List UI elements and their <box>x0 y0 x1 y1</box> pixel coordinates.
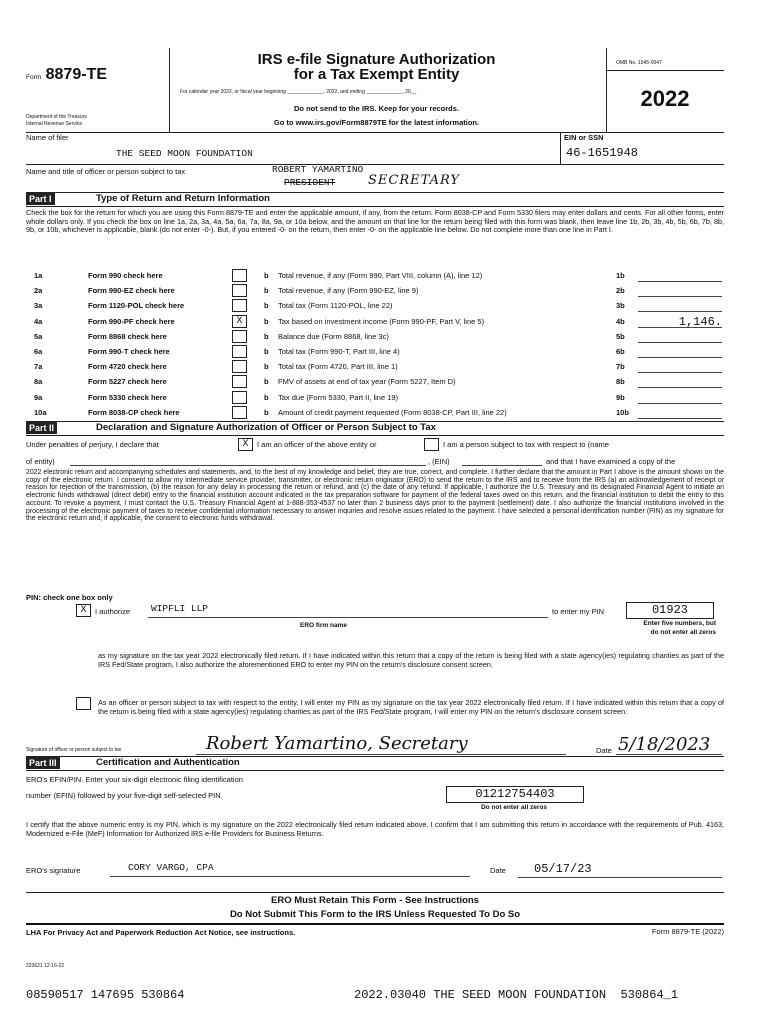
amount-line-number: 8b <box>616 377 625 387</box>
part2-tag: Part II <box>26 422 57 434</box>
officer-checkbox[interactable]: X <box>238 438 253 451</box>
form-title: IRS e-file Signature Authorization for a Tax Exempt Entity <box>257 51 496 83</box>
officer-checkbox-label: I am an officer of the above entity or <box>257 440 377 449</box>
amount-underline <box>638 342 722 343</box>
ero-signature-label: ERO's signature <box>26 866 81 875</box>
signature-date: 5/18/2023 <box>618 734 711 755</box>
signature-label: Signature of officer or person subject to tax <box>26 747 122 753</box>
officer-title-handwritten: SECRETARY <box>368 173 460 188</box>
form-checkbox[interactable] <box>232 330 247 343</box>
part1-title: Type of Return and Return Information <box>96 193 270 204</box>
self-enter-paragraph: As an officer or person subject to tax with respect to the entity, I will enter my PIN as my signature on the tax year 2022 electronically filed return. If I have indicated within this return that a copy of the return is being filed with a state agency(ies) regulating charities as part of the IRS Fed/State program, I will enter my PIN on the return's disclosure consent screen. <box>98 698 724 716</box>
notice-1: Do not send to the IRS. Keep for your records. <box>293 104 460 113</box>
year-line: For calendar year 2022, or fiscal year beginning _____________, 2022, and ending _____________, 20__ <box>180 89 417 95</box>
tax-year: 2022 <box>640 86 690 111</box>
amount-underline <box>638 296 722 297</box>
amount-line-number: 2b <box>616 286 625 296</box>
filer-name: THE SEED MOON FOUNDATION <box>116 148 253 159</box>
line-description: Total tax (Form 990-T, Part III, line 4) <box>278 347 400 356</box>
line-number: 5a <box>34 331 43 341</box>
form-check-label: Form 5330 check here <box>88 392 167 402</box>
form-check-label: Form 8038-CP check here <box>88 407 180 417</box>
officer-signature: Robert Yamartino, Secretary <box>206 733 468 754</box>
bottom-left-id: 08590517 147695 530864 <box>26 988 185 1002</box>
amount-line-number: 10b <box>616 407 629 417</box>
do-not-enter-zeros: do not enter all zeros <box>650 629 716 636</box>
part1-tag: Part I <box>26 193 55 205</box>
line-number: 6a <box>34 347 43 356</box>
ero-date-label: Date <box>490 866 506 875</box>
form-checkbox[interactable] <box>232 345 247 358</box>
amount-underline <box>638 372 722 373</box>
efin-label-2: number (EFIN) followed by your five-digit self-selected PIN. <box>26 791 223 800</box>
form-check-label: Form 4720 check here <box>88 362 167 372</box>
line-b-letter: b <box>264 407 269 417</box>
ero-signature: CORY VARGO, CPA <box>128 862 214 873</box>
officer-title-struck: PRESIDENT <box>284 177 336 188</box>
line-b-letter: b <box>264 286 269 296</box>
efin-label-1: ERO's EFIN/PIN. Enter your six-digit electronic filing identification <box>26 775 243 784</box>
line-b-letter: b <box>264 316 269 326</box>
form-checkbox[interactable] <box>232 360 247 373</box>
irs-label: Internal Revenue Service <box>26 121 83 127</box>
amount-underline <box>638 357 722 358</box>
amount-underline <box>638 403 722 404</box>
amount-line-number: 1b <box>616 271 625 280</box>
ero-firm-name-label: ERO firm name <box>300 622 347 629</box>
enter-pin-label: to enter my PIN <box>552 607 605 616</box>
ero-firm-name: WIPFLI LLP <box>151 603 209 614</box>
amount-line-number: 5b <box>616 331 625 341</box>
form-check-label: Form 990-T check here <box>88 347 170 356</box>
form-checkbox[interactable] <box>232 375 247 388</box>
ein-value: 46-1651948 <box>566 146 639 160</box>
line-b-letter: b <box>264 347 269 356</box>
declaration-text: 2022 electronic return and accompanying schedules and statements, and, to the best of my knowledge and belief, they are true, correct, and complete. I further declare that the amount in Part I above is the amount shown on the copy of the electronic return. I consent to allow my intermediate service provider, transmitter, or electronic return originator (ERO) to send the return to the IRS and to receive from the IRS (a) an acknowledgement of receipt or reason for rejection of the transmission, (b) the reason for any delay in processing the return or refund, and (c) the date of any refund. If applicable, I authorize the U.S. Treasury and its designated Financial Agent to initiate an electronic funds withdrawal (direct debit) entry to the financial institution account indicated in the tax preparation software for payment of the federal taxes owed on this return, and the financial institution to debit the entry to this account. To revoke a payment, I must contact the U.S. Treasury Financial Agent at 1-888-353-4537 no later than 2 business days prior to the payment (settlement) date. I also authorize the financial institutions involved in the processing of the electronic payment of taxes to receive confidential information necessary to answer inquiries and resolve issues related to the payment. I have selected a personal identification number (PIN) as my signature for the electronic return and, if applicable, the consent to electronic funds withdrawal. <box>26 469 724 523</box>
form-check-label: Form 8868 check here <box>88 331 167 341</box>
line-number: 8a <box>34 377 43 387</box>
person-checkbox[interactable] <box>424 438 439 451</box>
line-b-letter: b <box>264 301 269 311</box>
form-number: Form 8879-TE <box>26 66 107 83</box>
amount-underline <box>638 281 722 282</box>
amount-underline <box>638 387 722 388</box>
amount-line-number: 6b <box>616 347 625 356</box>
amount-underline <box>638 311 722 312</box>
pin-header: PIN: check one box only <box>26 593 113 602</box>
form-checkbox[interactable] <box>232 284 247 297</box>
bottom-right-id: 2022.03040 THE SEED MOON FOUNDATION 530864_1 <box>354 988 679 1002</box>
form-checkbox[interactable]: X <box>232 315 247 328</box>
entity-ein-label: , (EIN) <box>428 457 450 466</box>
lha-notice: LHA For Privacy Act and Paperwork Reduction Act Notice, see instructions. <box>26 928 296 937</box>
line-description: Tax due (Form 5330, Part II, line 19) <box>278 392 399 402</box>
line-number: 3a <box>34 301 43 311</box>
line-b-letter: b <box>264 362 269 372</box>
authorize-ero-checkbox[interactable]: X <box>76 604 91 617</box>
form-check-label: Form 5227 check here <box>88 377 167 387</box>
ein-label: EIN or SSN <box>564 133 604 142</box>
amount-underline <box>638 418 722 419</box>
line-b-letter: b <box>264 392 269 402</box>
under-penalties: Under penalties of perjury, I declare that <box>26 440 159 449</box>
line-description: Total revenue, if any (Form 990-EZ, line 9) <box>278 286 419 296</box>
line-number: 9a <box>34 392 43 402</box>
amount-line-number: 7b <box>616 362 625 372</box>
line-number: 7a <box>34 362 43 372</box>
line-b-letter: b <box>264 271 269 280</box>
form-check-label: Form 1120-POL check here <box>88 301 185 311</box>
ero-efin-pin-field[interactable]: 01212754403 <box>446 786 584 803</box>
form-checkbox[interactable] <box>232 299 247 312</box>
amount-line-number: 4b <box>616 316 625 326</box>
certification-text: I certify that the above numeric entry is my PIN, which is my signature on the 2022 electronically filed return indicated above. I confirm that I am submitting this return in accordance with the requirements of Pub. 4163, Modernized e-File (MeF) Information for Authorized IRS e-file Providers for Business Returns. <box>26 820 724 838</box>
self-enter-pin-checkbox[interactable] <box>76 697 91 710</box>
department-label: Department of the Treasury <box>26 114 87 120</box>
notice-2: Go to www.irs.gov/Form8879TE for the latest information. <box>273 118 480 127</box>
officer-name: ROBERT YAMARTINO <box>272 164 364 175</box>
line-description: Tax based on investment income (Form 990-PF, Part V, line 5) <box>278 316 485 326</box>
enter-five-numbers: Enter five numbers, but <box>643 620 716 627</box>
retain-notice-1: ERO Must Retain This Form - See Instructions <box>271 895 479 906</box>
line-number: 4a <box>34 316 43 326</box>
form-check-label: Form 990-EZ check here <box>88 286 175 296</box>
part3-tag: Part III <box>26 757 60 769</box>
line-description: Total tax (Form 1120-POL, line 22) <box>278 301 393 311</box>
part2-title: Declaration and Signature Authorization of Officer or Person Subject to Tax <box>96 422 436 433</box>
line-description: Total revenue, if any (Form 990, Part VIII, column (A), line 12) <box>278 271 483 280</box>
line-b-letter: b <box>264 331 269 341</box>
form-code: 223621 12-16-22 <box>26 963 65 969</box>
filer-name-label: Name of filer <box>26 133 69 142</box>
amount-value: 1,146. <box>678 314 722 329</box>
form-header <box>26 48 724 132</box>
line-description: Balance due (Form 8868, line 3c) <box>278 331 389 341</box>
officer-pin-field[interactable]: 01923 <box>626 602 714 619</box>
efin-no-zeros: Do not enter all zeros <box>480 804 548 811</box>
authorize-label: I authorize <box>95 607 131 616</box>
entity-label: of entity) <box>26 457 55 466</box>
signature-date-label: Date <box>596 746 612 755</box>
form-checkbox[interactable] <box>232 269 247 282</box>
part1-instructions: Check the box for the return for which you are using this Form 8879-TE and enter the applicable amount, if any, from the return. Form 8038-CP and Form 5330 filers may enter dollars and cents. For all other forms, enter whole dollars only. If you check the box on line 1a, 2a, 3a, 4a, 5a, 6a, 7a, 8a, 9a, or 10a below, and the amount on that line for the return being filed with this form was blank, then leave line 1b, 2b, 3b, 4b, 5b, 6b, 7b, 8b, 9b, or 10b, whichever is applicable, blank (do not enter -0-). But, if you entered -0- on the return, then enter -0- on the applicable line below. Do not complete more than one line in Part I. <box>26 208 724 235</box>
ero-date: 05/17/23 <box>534 862 592 876</box>
part1-rows <box>26 269 724 421</box>
line-number: 1a <box>34 271 43 280</box>
amount-line-number: 9b <box>616 392 625 402</box>
line-number: 2a <box>34 286 43 296</box>
line-description: Total tax (Form 4720, Part III, line 1) <box>278 362 398 372</box>
line-number: 10a <box>34 407 47 417</box>
form-check-label: Form 990-PF check here <box>88 316 175 326</box>
form-checkbox[interactable] <box>232 391 247 404</box>
officer-label: Name and title of officer or person subject to tax <box>26 167 186 176</box>
form-check-label: Form 990 check here <box>88 271 163 280</box>
form-checkbox[interactable] <box>232 406 247 419</box>
line-description: Amount of credit payment requested (Form 8038-CP, Part III, line 22) <box>278 407 507 417</box>
part3-title: Certification and Authentication <box>96 757 240 768</box>
omb-number: OMB No. 1545-0047 <box>616 60 662 66</box>
amount-line-number: 3b <box>616 301 625 311</box>
person-checkbox-label: I am a person subject to tax with respect to (name <box>443 440 609 449</box>
authorize-paragraph: as my signature on the tax year 2022 electronically filed return. If I have indicated within this return that a copy of the return is being filed with a state agency(ies) regulating charities as part of the IRS Fed/State program, I also authorize the aforementioned ERO to enter my PIN on the return's disclosure consent screen. <box>98 651 724 669</box>
line-description: FMV of assets at end of tax year (Form 5227, Item D) <box>278 377 456 387</box>
form-reference: Form 8879-TE (2022) <box>651 927 724 936</box>
retain-notice-2: Do Not Submit This Form to the IRS Unless Requested To Do So <box>229 909 521 920</box>
line-b-letter: b <box>264 377 269 387</box>
examined-text: and that I have examined a copy of the <box>546 457 676 466</box>
